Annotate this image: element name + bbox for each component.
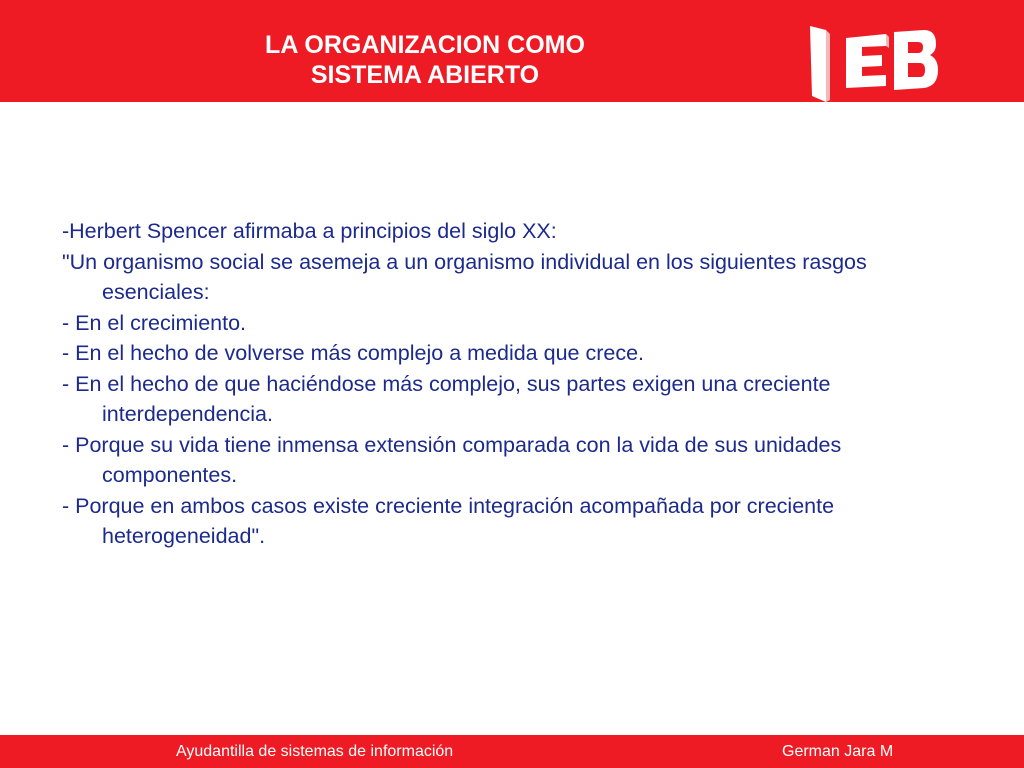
body-paragraph: - En el crecimiento.: [62, 310, 247, 335]
header-bar: [0, 0, 1024, 102]
slide-title: [160, 30, 690, 90]
body-paragraph: -Herbert Spencer afirmaba a principios del siglo XX:: [62, 219, 557, 243]
slide-body: [62, 216, 962, 552]
ieb-logo: [806, 22, 940, 104]
slide-title-line-2: SISTEMA ABIERTO: [310, 61, 540, 89]
body-paragraph: - En el hecho de que haciéndose más complejo, sus partes exigen una creciente interdependencia.: [62, 371, 831, 426]
body-paragraph: - En el hecho de volverse más complejo a medida que crece.: [62, 341, 645, 365]
body-paragraph: - Porque su vida tiene inmensa extensión comparada con la vida de sus unidades componentes.: [62, 432, 842, 487]
slide-title-line-1: LA ORGANIZACION COMO: [265, 31, 585, 59]
body-paragraph: - Porque en ambos casos existe creciente integración acompañada por creciente heterogeneidad".: [62, 493, 835, 548]
body-paragraph: "Un organismo social se asemeja a un organismo individual en los siguientes rasgos esenciales:: [62, 249, 867, 304]
footer-author-label: German Jara M: [782, 743, 894, 760]
footer-course-label: Ayudantilla de sistemas de información: [176, 743, 454, 760]
footer-bar: [0, 735, 1024, 768]
